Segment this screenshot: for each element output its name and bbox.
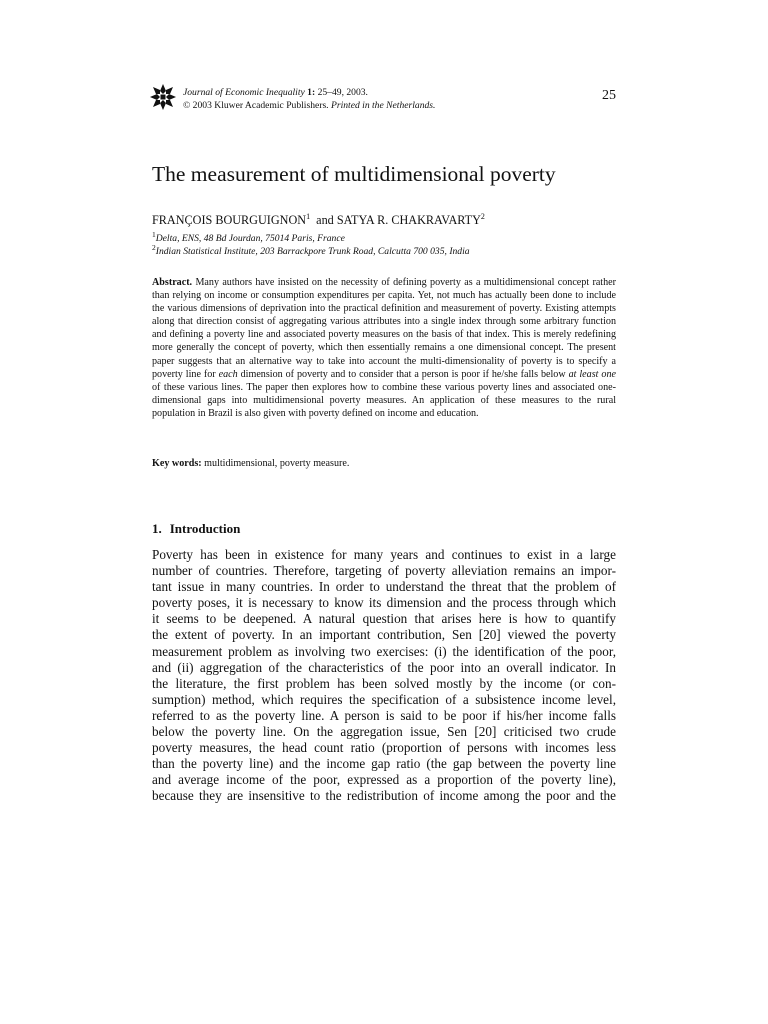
affiliation-marker: 1 (152, 230, 156, 239)
abstract-text: dimension of poverty and to consider that a person is poor if he/she falls below (240, 368, 566, 380)
abstract-label: Abstract. (152, 277, 193, 288)
body-line: the literature, the first problem has been solved mostly by the income (or con- (152, 675, 616, 691)
keywords-label: Key words: (152, 458, 202, 469)
section-heading (152, 521, 240, 537)
section-title: Introduction (169, 521, 241, 536)
author-name: SATYA R. CHAKRAVARTY (336, 213, 481, 228)
journal-name: Journal of Economic Inequality (183, 87, 305, 98)
introduction-body (152, 547, 616, 805)
body-line: Poverty has been in existence for many years and continues to exist in a large (152, 547, 616, 562)
page-number: 25 (602, 88, 616, 103)
journal-pages: 25–49, 2003. (317, 87, 368, 98)
body-line: referred to as the poverty line. A person is said to be poor if his/her income falls (152, 707, 616, 723)
journal-volume: 1: (307, 87, 316, 98)
body-line: and average income of the poor, expressed as a proportion of the poverty line), (152, 772, 616, 788)
affiliation-text: Delta, ENS, 48 Bd Jourdan, 75014 Paris, France (155, 233, 345, 245)
body-line: tant issue in many countries. In order to understand the threat that the problem of (152, 579, 616, 595)
body-line: it seems to be deepened. A natural question that arises here is how to quantify (152, 611, 616, 627)
keywords-text: multidimensional, poverty measure. (204, 458, 350, 469)
body-line: sumption) method, which requires the specification of a subsistence income level, (152, 691, 616, 707)
author-line (152, 212, 485, 228)
kluwer-publisher-logo (150, 84, 176, 110)
journal-citation (183, 86, 435, 112)
body-line: poverty measures, the head count ratio (proportion of persons with incomes less (152, 740, 616, 756)
affiliation-marker: 2 (152, 243, 156, 252)
body-line: and (ii) aggregation of the characteristics of the poor into an overall indicator. In (152, 659, 616, 675)
body-line: number of countries. Therefore, targeting of poverty alleviation remains an impor- (152, 563, 616, 579)
printed-notice: Printed in the Netherlands. (330, 100, 436, 111)
keywords (152, 458, 349, 469)
abstract-emphasis: each (218, 368, 238, 380)
body-line: measurement problem as involving two exercises: (i) the identification of the poor, (152, 643, 616, 659)
body-line: poverty poses, it is necessary to know its dimension and the process through which (152, 595, 616, 611)
affiliation-2 (152, 243, 470, 257)
affiliation-text: Indian Statistical Institute, 203 Barrackpore Trunk Road, Calcutta 700 035, India (155, 246, 470, 258)
abstract (152, 276, 616, 420)
body-line: below the poverty line. On the aggregation issue, Sen [20] criticised two crude (152, 724, 616, 740)
body-line: the extent of poverty. In an important contribution, Sen [20] viewed the poverty (152, 627, 616, 643)
paper-title: The measurement of multidimensional poverty (152, 162, 556, 186)
section-number: 1. (152, 521, 162, 536)
copyright-notice: © 2003 Kluwer Academic Publishers. (183, 100, 329, 111)
affiliation-marker: 2 (480, 212, 485, 221)
abstract-text: of these various lines. The paper then explores how to combine these various poverty lines and associated one-dimensional gaps into multidimensional poverty measures. An application of these measures to the rural population in Brazil is also given with poverty defined on income and education. (152, 381, 616, 419)
body-line: because they are insensitive to the redistribution of income among the poor and the (152, 788, 616, 804)
abstract-text: Many authors have insisted on the necessity of defining poverty as a multidimensional concept rather than relying on income or consumption expenditures per capita. Yet, not much has actually been done to include the various dimensions of deprivation into the practical definition and measurement of poverty. Existing attempts along that direction consist of aggregating various attributes into a single index through some arbitrary function and defining a poverty line and associated poverty measures on the basis of that index. This is merely redefining more generally the concept of poverty, which then essentially remains a one dimensional concept. The present paper suggests that an alternative way to take into account the multi-dimensionality of poverty is to specify a poverty line for (152, 277, 616, 380)
author-conjunction: and (316, 213, 334, 228)
author-name: FRANÇOIS BOURGUIGNON (152, 213, 307, 228)
abstract-emphasis: at least one (568, 368, 616, 380)
body-line: than the poverty line) and the income gap ratio (the gap between the poverty line (152, 756, 616, 772)
affiliation-marker: 1 (306, 212, 311, 221)
